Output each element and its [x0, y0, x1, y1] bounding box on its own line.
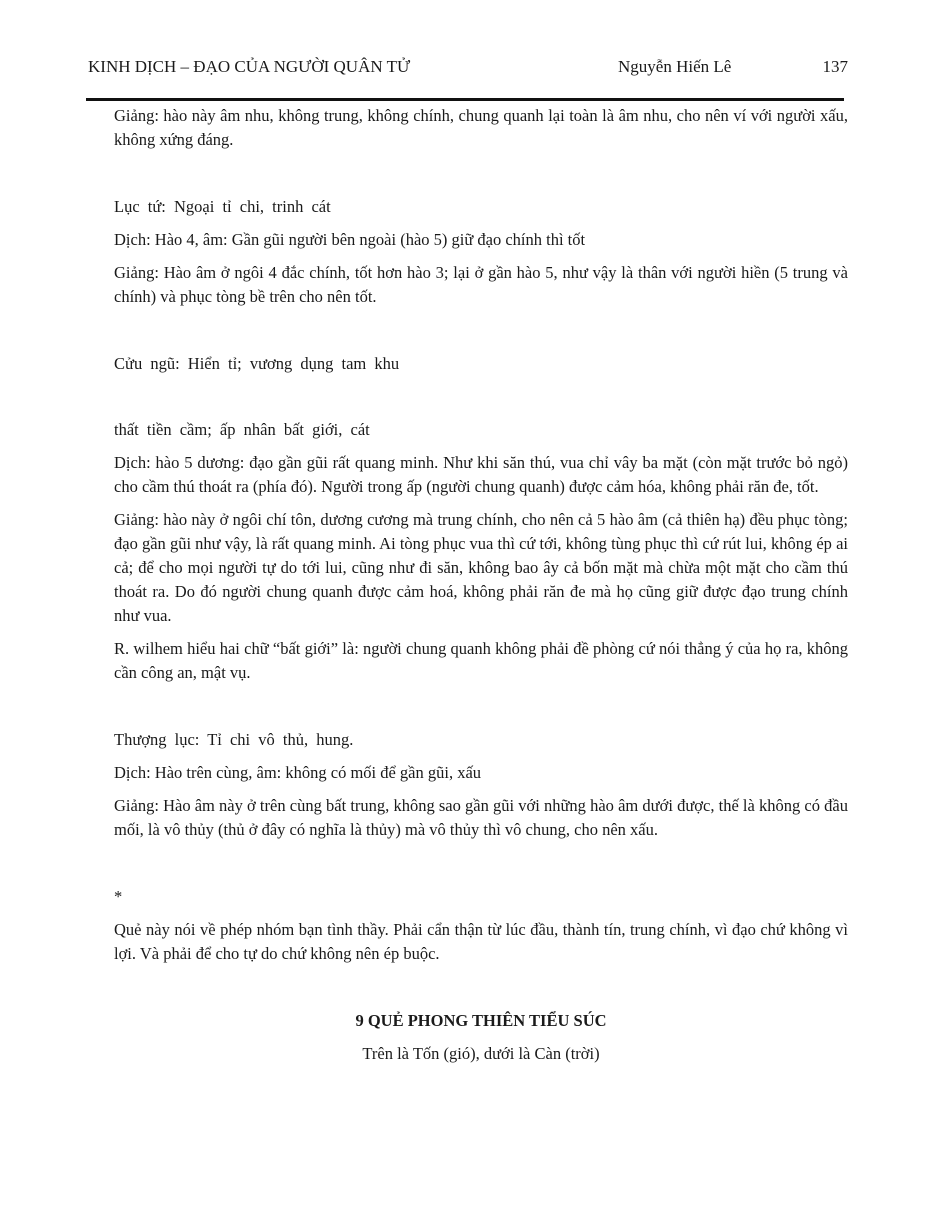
verse-thuong-luc: Thượng lục: Tỉ chi vô thủ, hung. — [114, 730, 354, 749]
verse-cuu-ngu-2: thất tiền cầm; ấp nhân bất giới, cát — [114, 420, 370, 439]
book-title: KINH DỊCH – ĐẠO CỦA NGƯỜI QUÂN TỬ — [88, 57, 411, 76]
page-header — [88, 57, 848, 81]
giang-cuu-ngu: Giảng: hào này ở ngôi chí tôn, dương cương mà trung chính, cho nên cả 5 hào âm (cả thiên hạ) đều phục tòng; đạo gần gũi như vậy, là rất quang minh. Ai tòng phục vua thì cứ tới, không tùng phục thì cứ rút lui, không ép ai cả; để cho mọi người tự do tới lui, cũng như đi săn, không bao ây cả bốn mặt mà chừa một mặt cho cầm thú thoát ra. Do đó người chung quanh được cảm hoá, không phải răn đe mà họ cũng giữ được đạo trung chính như vua. — [114, 510, 848, 625]
giang-luc-tu: Giảng: Hào âm ở ngôi 4 đắc chính, tốt hơn hào 3; lại ở gần hào 5, như vậy là thân với người hiền (5 trung và chính) và phục tòng bề trên cho nên tốt. — [114, 263, 848, 306]
chapter-heading: 9 QUẺ PHONG THIÊN TIỂU SÚC — [355, 1011, 607, 1030]
page-content — [114, 104, 848, 1066]
giang-thuong-luc: Giảng: Hào âm này ở trên cùng bất trung, không sao gần gũi với những hào âm dưới được, thế là không có đầu mối, là vô thủy (thủ ở đây có nghĩa là thủy) mà vô thủy thì vô chung, cho nên xấu. — [114, 796, 848, 839]
dich-cuu-ngu: Dịch: hào 5 dương: đạo gần gũi rất quang minh. Như khi săn thú, vua chỉ vây ba mặt (còn mặt trước bỏ ngỏ) cho cầm thú thoát ra (phía đó). Người trong ấp (người chung quanh) được cảm hóa, không phải răn đe, tốt. — [114, 453, 848, 496]
section-separator: * — [114, 887, 123, 906]
verse-luc-tu: Lục tứ: Ngoại tỉ chi, trinh cát — [114, 197, 331, 216]
header-rule — [86, 98, 844, 101]
chapter-subheading: Trên là Tốn (gió), dưới là Càn (trời) — [362, 1044, 600, 1063]
dich-luc-tu: Dịch: Hào 4, âm: Gần gũi người bên ngoài (hào 5) giữ đạo chính thì tốt — [114, 230, 586, 249]
dich-thuong-luc: Dịch: Hào trên cùng, âm: không có mối để gần gũi, xấu — [114, 763, 482, 782]
author-name: Nguyễn Hiến Lê — [618, 57, 732, 76]
page-number: 137 — [822, 57, 848, 76]
summary-paragraph: Quẻ này nói về phép nhóm bạn tình thầy. Phải cẩn thận từ lúc đầu, thành tín, trung chính, vì đạo chứ không vì lợi. Và phải để cho tự do chứ không nên ép buộc. — [114, 920, 848, 963]
verse-cuu-ngu-1: Cửu ngũ: Hiển tỉ; vương dụng tam khu — [114, 354, 400, 373]
note-wilhem: R. wilhem hiểu hai chữ “bất giới” là: người chung quanh không phải đề phòng cứ nói thẳng ý của họ ra, không cần công an, mật vụ. — [114, 639, 848, 682]
paragraph-giang-intro: Giảng: hào này âm nhu, không trung, không chính, chung quanh lại toàn là âm nhu, cho nên ví với người xấu, không xứng đáng. — [114, 106, 848, 149]
